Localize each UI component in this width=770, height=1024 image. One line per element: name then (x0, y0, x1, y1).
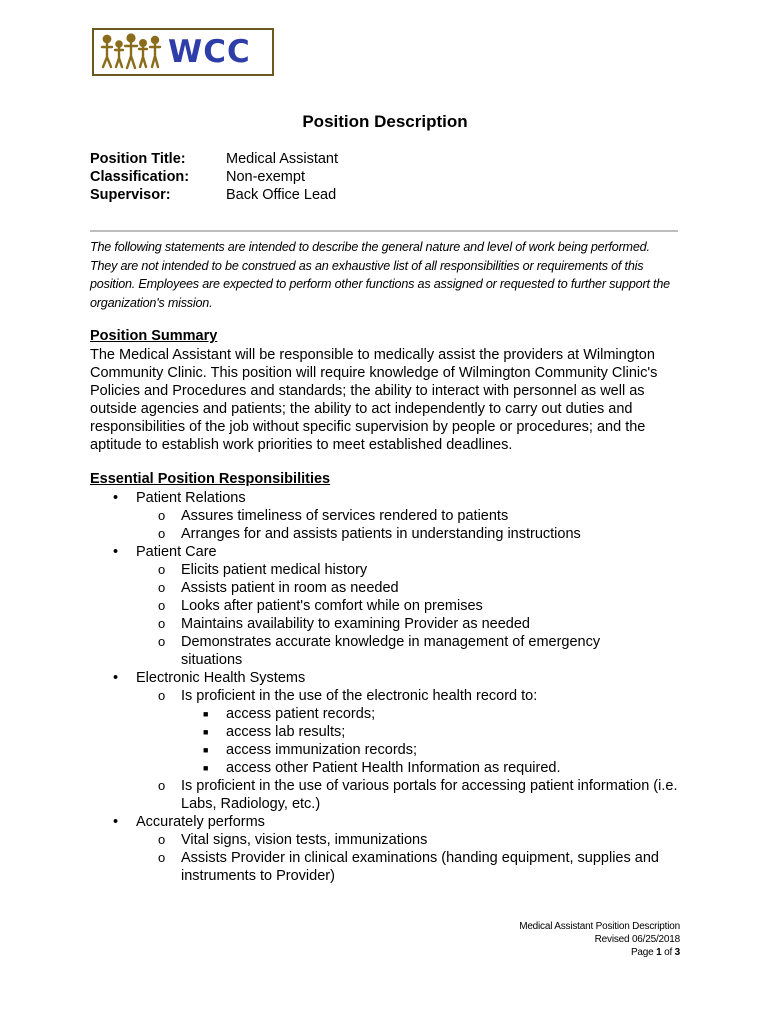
list-item (90, 705, 690, 723)
item-text: Assures timeliness of services rendered to patients (181, 508, 509, 524)
wcc-logo (92, 28, 274, 76)
list-item (90, 669, 690, 687)
disclaimer-text: The following statements are intended to describe the general nature and level of work being performed. They are not intended to be construed as an exhaustive list of all responsibilities or requirements of this position. Employees are expected to perform other functions as assigned or requested to further support the organization's mission. (90, 240, 670, 310)
item-text: Is proficient in the use of various portals for accessing patient information (i.e. Labs, Radiology, etc.) (181, 778, 678, 812)
page-title: Position Description (302, 112, 468, 131)
family-figures-icon (100, 32, 162, 72)
list-item (90, 543, 690, 561)
page-footer (519, 920, 680, 959)
square-bullet-icon: ■ (203, 745, 209, 755)
circle-bullet-icon: o (158, 850, 166, 865)
item-text: Elicits patient medical history (181, 562, 368, 578)
list-item (90, 525, 690, 543)
meta-row-supervisor (90, 186, 338, 204)
item-text: access lab results; (226, 724, 346, 740)
item-text: access patient records; (226, 706, 376, 722)
footer-doc-name: Medical Assistant Position Description (519, 921, 680, 932)
meta-value: Back Office Lead (226, 187, 337, 203)
summary-heading: Position Summary (90, 328, 218, 344)
item-text: Patient Relations (136, 490, 246, 506)
circle-bullet-icon: o (158, 778, 166, 793)
item-text: Assists patient in room as needed (181, 580, 399, 596)
list-item (90, 507, 690, 525)
item-text: Arranges for and assists patients in understanding instructions (181, 526, 581, 542)
square-bullet-icon: ■ (203, 709, 209, 719)
responsibilities-list (90, 489, 690, 885)
item-text: Looks after patient's comfort while on premises (181, 598, 483, 614)
item-text: Vital signs, vision tests, immunizations (181, 832, 428, 848)
meta-row-position-title (90, 150, 338, 168)
item-text: Demonstrates accurate knowledge in management of emergency situations (181, 634, 601, 668)
bullet-icon: • (113, 814, 119, 830)
list-item (90, 633, 641, 669)
footer-revised: Revised 06/25/2018 (594, 934, 680, 945)
square-bullet-icon: ■ (203, 727, 209, 737)
item-text: access immunization records; (226, 742, 417, 758)
list-item (90, 777, 691, 813)
circle-bullet-icon: o (158, 832, 166, 847)
bullet-icon: • (113, 544, 119, 560)
circle-bullet-icon: o (158, 562, 166, 577)
responsibilities-heading: Essential Position Responsibilities (90, 471, 331, 487)
position-meta (90, 150, 338, 204)
meta-row-classification (90, 168, 338, 186)
meta-label: Position Title: (90, 151, 186, 167)
list-item (90, 723, 690, 741)
summary-text: The Medical Assistant will be responsible to medically assist the providers at Wilmington Community Clinic. This position will require knowledge of Wilmington Community Clinic's Policies and Procedures and standards; the ability to interact with personnel as well as outside agencies and patients; the ability to act independently to carry out duties and responsibilities of the job without specific supervision by people or procedures; and the aptitude to establish work priorities to meet established deadlines. (90, 347, 658, 453)
meta-value: Non-exempt (226, 169, 305, 185)
list-item (90, 687, 690, 705)
list-item (90, 489, 690, 507)
list-item (90, 849, 691, 885)
list-item (90, 561, 690, 579)
item-text: Assists Provider in clinical examinations (handing equipment, supplies and instruments to Provider) (181, 850, 659, 884)
circle-bullet-icon: o (158, 634, 166, 649)
item-text: Is proficient in the use of the electronic health record to: (181, 688, 538, 704)
circle-bullet-icon: o (158, 526, 166, 541)
circle-bullet-icon: o (158, 598, 166, 613)
list-item (90, 741, 690, 759)
item-text: Patient Care (136, 544, 217, 560)
bullet-icon: • (113, 490, 119, 506)
circle-bullet-icon: o (158, 580, 166, 595)
item-text: Accurately performs (136, 814, 265, 830)
divider (90, 230, 678, 232)
list-item (90, 615, 690, 633)
meta-label: Classification: (90, 169, 190, 185)
circle-bullet-icon: o (158, 688, 166, 703)
circle-bullet-icon: o (158, 616, 166, 631)
logo-wordmark: WCC (168, 34, 251, 70)
item-text: Electronic Health Systems (136, 670, 306, 686)
circle-bullet-icon: o (158, 508, 166, 523)
list-item (90, 813, 690, 831)
list-item (90, 831, 690, 849)
bullet-icon: • (113, 670, 119, 686)
item-text: Maintains availability to examining Provider as needed (181, 616, 530, 632)
meta-value: Medical Assistant (226, 151, 339, 167)
item-text: access other Patient Health Information as required. (226, 760, 561, 776)
meta-label: Supervisor: (90, 187, 171, 203)
square-bullet-icon: ■ (203, 763, 209, 773)
list-item (90, 759, 690, 777)
list-item (90, 597, 690, 615)
list-item (90, 579, 690, 597)
footer-page-number: Page 1 of 3 (630, 947, 680, 958)
